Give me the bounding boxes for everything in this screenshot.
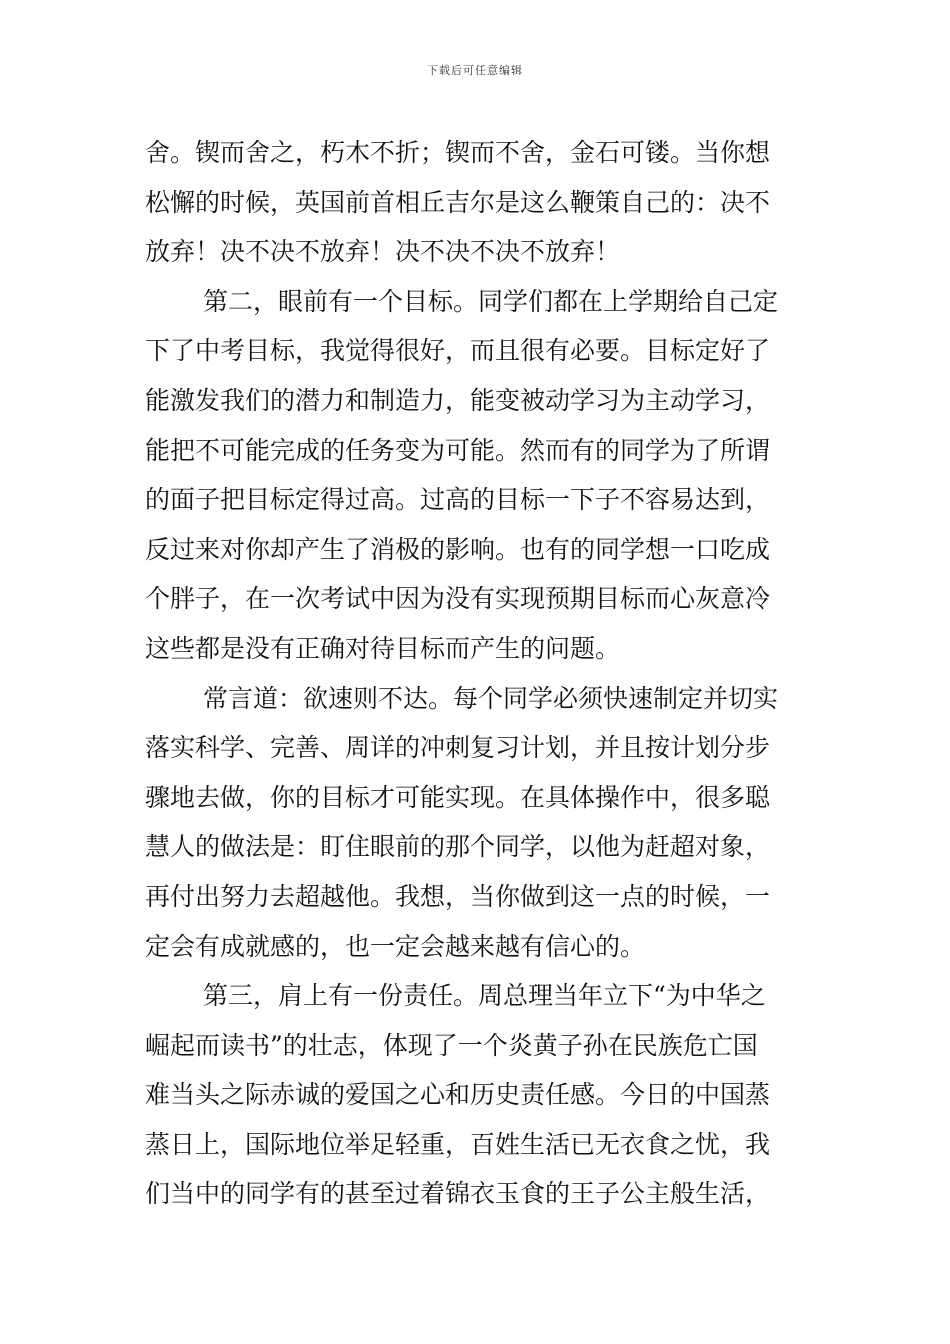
- text-line: 蒸日上，国际地位举足轻重，百姓生活已无衣食之忧，我: [145, 1129, 771, 1159]
- text-line: 放弃！决不决不放弃！决不决不决不放弃！: [145, 237, 621, 267]
- text-line: 反过来对你却产生了消极的影响。也有的同学想一口吃成: [145, 534, 771, 564]
- text-line: 松懈的时候，英国前首相丘吉尔是这么鞭策自己的：决不: [145, 187, 771, 217]
- text-line: 慧人的做法是：盯住眼前的那个同学，以他为赶超对象，: [145, 832, 771, 862]
- document-body: [145, 128, 810, 1219]
- text-line: 能把不可能完成的任务变为可能。然而有的同学为了所谓: [145, 435, 771, 465]
- text-line: 能激发我们的潜力和制造力，能变被动学习为主动学习，: [145, 385, 771, 415]
- text-line: 个胖子，在一次考试中因为没有实现预期目标而心灰意冷: [145, 584, 771, 614]
- text-line: 崛起而读书”的壮志，体现了一个炎黄子孙在民族危亡国: [145, 1030, 758, 1060]
- paragraph-first-line: 第三，肩上有一份责任。周总理当年立下“为中华之: [203, 981, 766, 1011]
- text-line: 们当中的同学有的甚至过着锦衣玉食的王子公主般生活，: [145, 1179, 771, 1209]
- text-line: 的面子把目标定得过高。过高的目标一下子不容易达到，: [145, 485, 771, 515]
- text-line: 舍。锲而舍之，朽木不折；锲而不舍，金石可镂。当你想: [145, 138, 771, 167]
- text-line: 骤地去做，你的目标才可能实现。在具体操作中，很多聪: [145, 782, 771, 812]
- text-line: 这些都是没有正确对待目标而产生的问题。: [145, 633, 621, 663]
- text-line: 定会有成就感的，也一定会越来越有信心的。: [145, 931, 646, 961]
- text-line: 再付出努力去超越他。我想，当你做到这一点的时候，一: [145, 881, 771, 911]
- page-header: 下载后可任意编辑: [427, 64, 523, 77]
- paragraph-first-line: 常言道：欲速则不达。每个同学必须快速制定并切实: [203, 683, 779, 713]
- text-line: 下了中考目标，我觉得很好，而且很有必要。目标定好了: [145, 336, 771, 366]
- text-line: 落实科学、完善、周详的冲刺复习计划，并且按计划分步: [145, 733, 771, 763]
- paragraph-first-line: 第二，眼前有一个目标。同学们都在上学期给自己定: [203, 286, 779, 316]
- text-line: 难当头之际赤诚的爱国之心和历史责任感。今日的中国蒸: [145, 1080, 771, 1110]
